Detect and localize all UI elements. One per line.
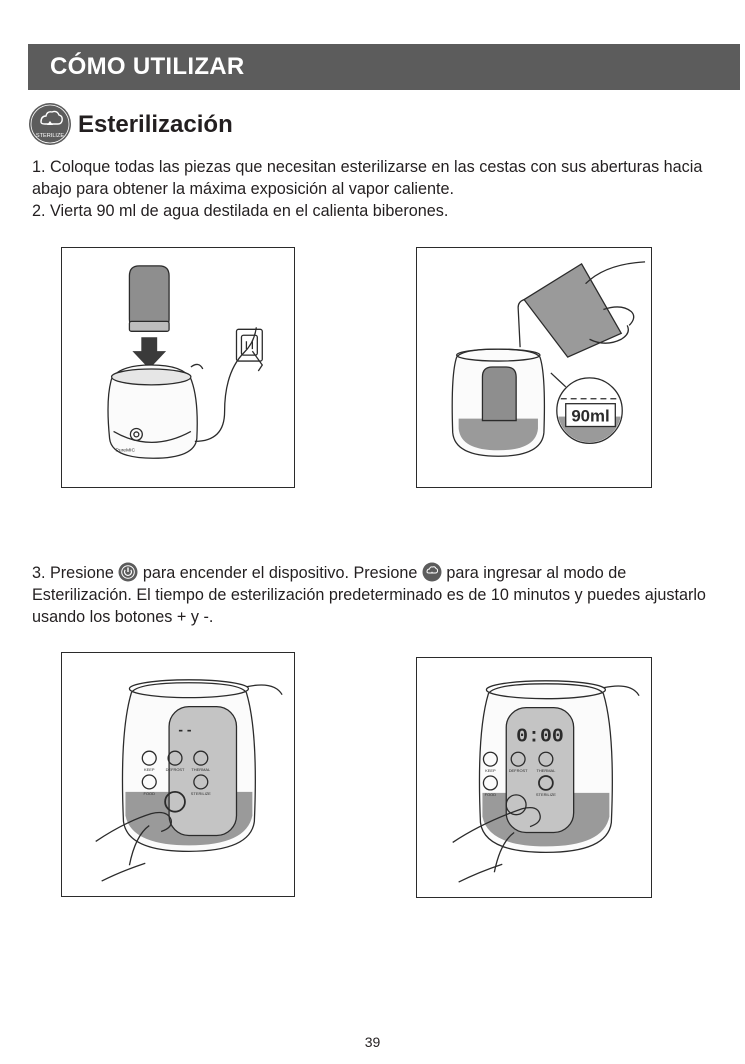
step-3-text-a: 3. Presione xyxy=(32,564,119,582)
illustration-press-power xyxy=(62,653,294,896)
panel-label-keep: KEEP xyxy=(143,767,155,773)
figure-press-sterilize xyxy=(416,657,652,898)
page-header xyxy=(28,44,740,90)
panel-label-defrost: DEFROST xyxy=(508,768,528,774)
icon-label: STERILIZE xyxy=(35,133,65,139)
figure-insert-bottle xyxy=(61,247,295,488)
illustration-press-sterilize xyxy=(417,658,651,897)
display-time: 0:00 xyxy=(516,724,564,748)
power-icon xyxy=(118,562,138,582)
step-1-text: 1. Coloque todas las piezas que necesitan esterilizarse en las cestas con sus aberturas hacia abajo para obtener la máxima exposición al vapor caliente. xyxy=(32,158,703,198)
step-3-text-b: para encender el dispositivo. Presione xyxy=(138,564,422,582)
figure-press-power xyxy=(61,652,295,897)
figure-pour-water xyxy=(416,247,652,488)
panel-label-keep: KEEP xyxy=(485,768,496,774)
illustration-pour-water xyxy=(417,248,651,487)
illustration-insert-bottle xyxy=(62,248,294,487)
panel-label-sterilize: STERILIZE xyxy=(190,790,211,796)
brand-label: PureMIC xyxy=(115,448,136,454)
header-title: CÓMO UTILIZAR xyxy=(50,53,245,80)
page-number: 39 xyxy=(364,1034,381,1050)
step-3-text-c: para ingresar al modo de Esterilización. El tiempo de esterilización predeterminado es de 10 minutos y puedes ajustarlo usando los botones + y -. xyxy=(32,564,706,626)
display-dashes: - - xyxy=(178,721,192,738)
step-2-text: 2. Vierta 90 ml de agua destilada en el calienta biberones. xyxy=(32,202,449,220)
water-amount-label: 90ml xyxy=(571,406,610,426)
panel-label-thermal: THERMAL xyxy=(191,767,211,773)
panel-label-thermal: THERMAL xyxy=(536,768,556,774)
sterilize-button-icon xyxy=(422,562,442,582)
step-3-text xyxy=(32,562,722,628)
section-title: Esterilización xyxy=(78,111,233,138)
panel-label-food: FOOD xyxy=(143,790,155,796)
panel-label-defrost: DEFROST xyxy=(165,767,185,773)
panel-label-food: FOOD xyxy=(484,791,497,797)
steam-sterilize-icon xyxy=(28,102,72,146)
panel-label-sterilize: STERILIZE xyxy=(535,791,556,797)
